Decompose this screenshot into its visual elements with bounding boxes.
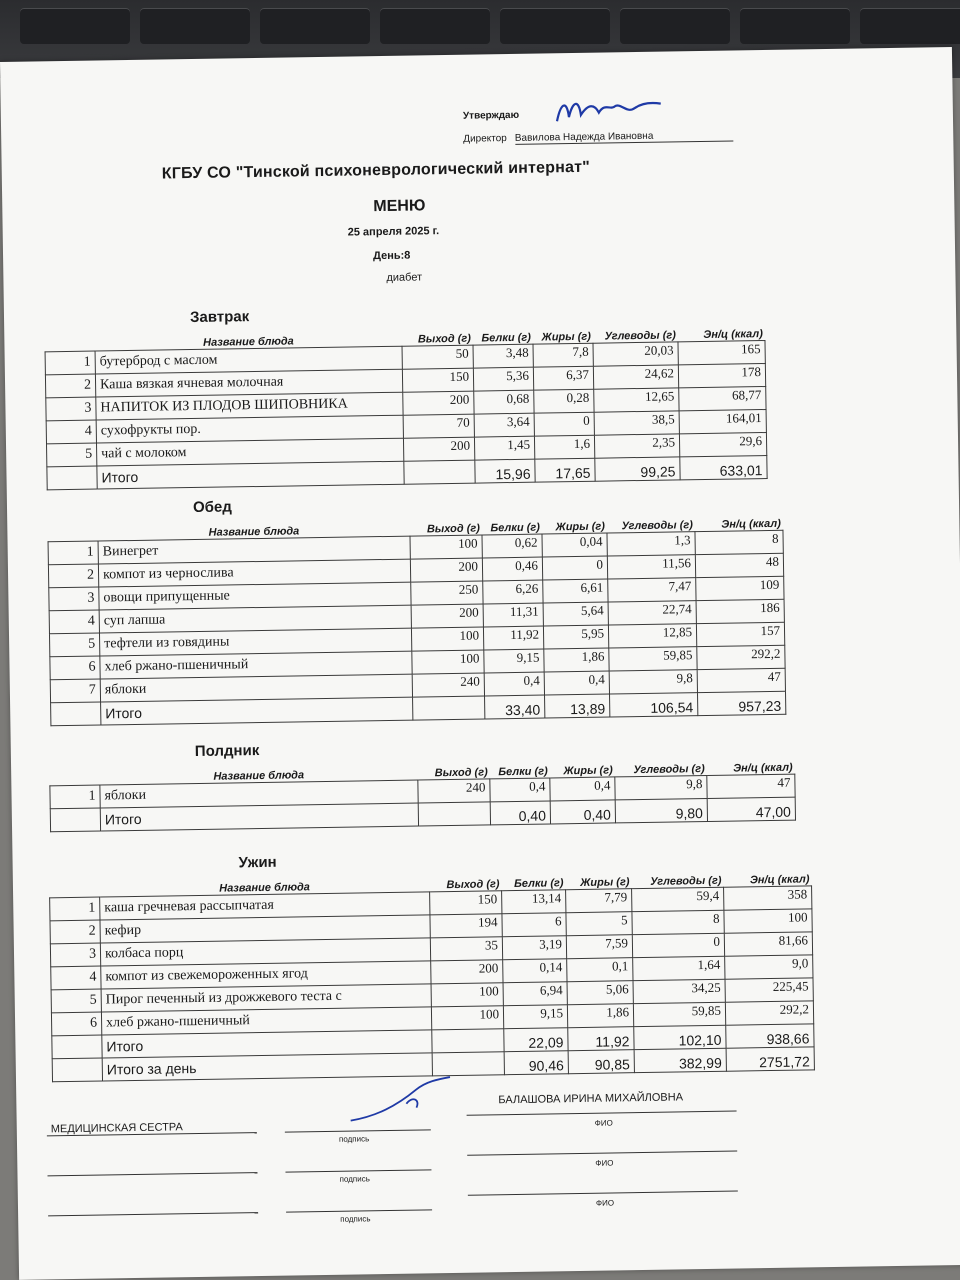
dish-name: компот из свежемороженных ягод <box>101 961 431 989</box>
day-total-energy: 2751,72 <box>726 1047 814 1071</box>
dish-name: чай с молоком <box>96 438 403 466</box>
section-title-lunch: Обед <box>192 498 232 517</box>
col-number <box>50 767 100 786</box>
dish-name: колбаса порц <box>100 938 430 966</box>
section-title-dinner: Ужин <box>238 853 277 872</box>
total-output <box>432 1029 504 1053</box>
total-carbs: 102,10 <box>634 1025 726 1049</box>
dish-proteins: 6,26 <box>483 580 543 604</box>
dish-carbs: 12,65 <box>594 388 679 412</box>
keyboard-key <box>620 8 730 44</box>
menu-day: День:8 <box>373 249 411 263</box>
row-number: 2 <box>48 564 98 588</box>
dish-energy: 8 <box>695 530 783 554</box>
dish-carbs: 1,64 <box>633 956 725 980</box>
diet-type: диабет <box>386 271 423 284</box>
col-dish-name: Название блюда <box>219 881 310 895</box>
dish-proteins: 5,36 <box>473 367 533 391</box>
dish-output: 200 <box>411 604 483 628</box>
day-total-output <box>432 1052 504 1076</box>
dish-fats: 6,37 <box>533 366 593 390</box>
dish-energy: 68,77 <box>679 387 766 411</box>
dish-name: овощи припущенные <box>99 582 411 610</box>
organization-name: КГБУ СО "Тинской психоневрологический интернат" <box>161 158 591 183</box>
dish-fats: 0,1 <box>567 958 633 982</box>
dish-output: 100 <box>411 627 483 651</box>
dish-output: 100 <box>431 1006 503 1030</box>
total-carbs: 9,80 <box>615 798 707 822</box>
col-output: Выход (г) <box>434 766 488 780</box>
dish-energy: 178 <box>678 364 765 388</box>
total-label: Итого <box>97 461 404 489</box>
signature-line <box>48 1212 258 1216</box>
fio-line <box>468 1191 738 1196</box>
day-total-carbs: 382,99 <box>634 1048 726 1072</box>
col-number <box>48 523 98 542</box>
dish-energy: 164,01 <box>679 410 766 434</box>
dish-fats: 0 <box>542 556 607 580</box>
row-number: 2 <box>45 374 95 398</box>
total-energy: 47,00 <box>707 797 795 821</box>
signature-caption: подпись <box>340 1214 371 1224</box>
dish-fats: 1,86 <box>567 1004 633 1028</box>
dish-proteins: 11,31 <box>483 603 543 627</box>
total-spacer <box>51 702 101 726</box>
breakfast-table <box>44 322 767 490</box>
dish-energy: 47 <box>697 668 785 692</box>
keyboard-key <box>860 8 960 44</box>
total-output <box>404 460 475 484</box>
total-label: Итого <box>100 803 418 831</box>
total-output <box>413 696 485 720</box>
dish-output: 35 <box>430 937 502 961</box>
signature-caption: подпись <box>339 1174 370 1184</box>
dish-proteins: 0,14 <box>503 959 567 983</box>
dish-proteins: 0,4 <box>490 778 550 802</box>
row-number: 1 <box>50 785 100 809</box>
col-carbs: Углеводы (г) <box>621 519 693 533</box>
col-fats: Жиры (г) <box>563 764 613 778</box>
total-spacer <box>50 808 100 832</box>
dish-name: каша гречневая рассыпчатая <box>100 892 430 920</box>
dish-name: хлеб ржано-пшеничный <box>101 1007 431 1035</box>
dish-fats: 0,4 <box>550 777 615 801</box>
nurse-signature <box>346 1075 457 1127</box>
col-dish-name: Название блюда <box>208 525 300 539</box>
signature-line <box>285 1169 431 1172</box>
col-output: Выход (г) <box>417 332 471 346</box>
dish-name: бутерброд с маслом <box>95 346 402 374</box>
row-number: 7 <box>50 679 100 703</box>
dish-output: 200 <box>403 391 474 415</box>
dish-carbs: 20,03 <box>593 342 678 366</box>
dish-output: 100 <box>412 650 484 674</box>
total-energy: 938,66 <box>726 1024 814 1048</box>
dish-name: яблоки <box>100 674 412 702</box>
dish-energy: 9,0 <box>725 955 813 979</box>
signature-line <box>47 1172 257 1176</box>
fio-caption: ФИО <box>594 1118 613 1128</box>
total-proteins: 33,40 <box>485 695 545 719</box>
approve-label: Утверждаю <box>462 109 520 122</box>
dish-fats: 0,04 <box>542 533 607 557</box>
day-total-fats: 90,85 <box>568 1050 634 1074</box>
signature-line <box>285 1129 431 1132</box>
dish-fats: 0,4 <box>544 671 609 695</box>
dish-carbs: 9,8 <box>615 775 707 799</box>
dish-energy: 292,2 <box>725 1001 813 1025</box>
total-label: Итого <box>102 1030 432 1058</box>
day-total-proteins: 90,46 <box>504 1051 568 1075</box>
col-proteins: Белки (г) <box>513 877 564 891</box>
col-fats: Жиры (г) <box>580 876 630 889</box>
dish-energy: 292,2 <box>697 645 785 669</box>
dish-energy: 225,45 <box>725 978 813 1002</box>
row-number: 3 <box>46 397 96 421</box>
dish-carbs: 0 <box>632 933 724 957</box>
total-fats: 11,92 <box>568 1027 634 1051</box>
fio-line <box>467 1151 737 1156</box>
fio-caption: ФИО <box>595 1198 615 1208</box>
col-number <box>49 879 99 898</box>
menu-document <box>0 47 960 1280</box>
dish-output: 240 <box>412 673 484 697</box>
row-number: 3 <box>50 943 100 967</box>
row-number: 5 <box>51 989 101 1013</box>
dish-carbs: 1,3 <box>607 532 695 556</box>
dish-name: тефтели из говядины <box>99 628 411 656</box>
keyboard-key <box>380 8 490 44</box>
section-title-snack: Полдник <box>194 742 260 761</box>
col-output: Выход (г) <box>446 878 500 892</box>
dish-carbs: 8 <box>632 910 724 934</box>
dish-output: 70 <box>403 414 474 438</box>
dish-carbs: 59,4 <box>632 887 724 911</box>
keyboard-key <box>140 8 250 44</box>
dish-carbs: 7,47 <box>608 578 696 602</box>
dish-carbs: 9,8 <box>609 670 697 694</box>
dish-output: 250 <box>411 581 483 605</box>
col-energy: Эн/ц (ккал) <box>749 873 810 887</box>
dish-name: НАПИТОК ИЗ ПЛОДОВ ШИПОВНИКА <box>96 392 403 420</box>
dish-fats: 0,28 <box>534 389 594 413</box>
total-spacer <box>47 466 97 490</box>
dish-fats: 7,79 <box>566 889 632 913</box>
dish-output: 200 <box>410 558 482 582</box>
row-number: 6 <box>50 656 100 680</box>
row-number: 4 <box>46 420 96 444</box>
dish-proteins: 6,94 <box>503 982 567 1006</box>
page-title: МЕНЮ <box>373 197 426 216</box>
total-spacer <box>52 1035 102 1059</box>
dish-output: 194 <box>430 914 502 938</box>
row-number: 3 <box>49 587 99 611</box>
row-number: 5 <box>49 633 99 657</box>
director-label: Директор <box>463 133 507 145</box>
dish-proteins: 3,48 <box>473 344 533 368</box>
total-proteins: 22,09 <box>504 1028 568 1052</box>
col-fats: Жиры (г) <box>555 520 605 534</box>
col-proteins: Белки (г) <box>481 331 531 345</box>
dish-proteins: 0,62 <box>482 534 542 558</box>
dish-fats: 5,64 <box>543 602 608 626</box>
dish-proteins: 0,4 <box>484 672 544 696</box>
dish-name: компот из чернослива <box>98 559 410 587</box>
dish-name: Пирог печенный из дрожжевого теста с <box>101 984 431 1012</box>
keyboard-key <box>260 8 370 44</box>
dish-fats: 5,95 <box>543 625 608 649</box>
dish-fats: 7,8 <box>533 343 593 367</box>
keyboard-key <box>20 8 130 44</box>
dish-energy: 186 <box>696 599 784 623</box>
row-number: 1 <box>45 351 95 375</box>
dish-energy: 48 <box>695 553 783 577</box>
total-energy: 957,23 <box>697 691 785 715</box>
row-number: 6 <box>51 1012 101 1036</box>
dish-proteins: 0,46 <box>482 557 542 581</box>
col-number <box>45 333 95 352</box>
row-number: 5 <box>47 443 97 467</box>
dish-proteins: 0,68 <box>474 390 534 414</box>
col-carbs: Углеводы (г) <box>633 763 705 777</box>
lunch-table <box>47 512 786 727</box>
dish-proteins: 3,64 <box>474 413 534 437</box>
dish-name: хлеб ржано-пшеничный <box>100 651 412 679</box>
dish-proteins: 6 <box>502 913 566 937</box>
day-total-label: Итого за день <box>102 1053 432 1081</box>
dish-energy: 100 <box>724 909 812 933</box>
row-number: 2 <box>50 920 100 944</box>
total-fats: 17,65 <box>535 458 595 482</box>
dish-fats: 0 <box>534 412 594 436</box>
dish-name: яблоки <box>100 780 418 808</box>
director-signature <box>549 92 670 134</box>
col-proteins: Белки (г) <box>490 521 540 535</box>
dish-output: 150 <box>402 368 473 392</box>
director-line <box>463 129 733 145</box>
dish-output: 100 <box>431 983 503 1007</box>
row-number: 4 <box>51 966 101 990</box>
dish-fats: 5,06 <box>567 981 633 1005</box>
total-proteins: 0,40 <box>490 801 550 825</box>
dish-carbs: 59,85 <box>609 647 697 671</box>
nurse-name: БАЛАШОВА ИРИНА МИХАЙЛОВНА <box>498 1091 684 1107</box>
dish-fats: 6,61 <box>543 579 608 603</box>
signature-line <box>286 1209 432 1212</box>
dish-carbs: 2,35 <box>594 434 679 458</box>
dish-energy: 81,66 <box>724 932 812 956</box>
dish-carbs: 59,85 <box>633 1002 725 1026</box>
dish-energy: 47 <box>707 774 795 798</box>
dish-proteins: 1,45 <box>474 436 534 460</box>
dish-output: 200 <box>431 960 503 984</box>
dish-fats: 1,6 <box>534 435 594 459</box>
dish-fats: 1,86 <box>544 648 609 672</box>
dish-name: сухофрукты пор. <box>96 415 403 443</box>
col-fats: Жиры (г) <box>541 330 591 344</box>
dish-carbs: 38,5 <box>594 411 679 435</box>
dish-carbs: 24,62 <box>593 365 678 389</box>
dish-energy: 165 <box>678 341 765 365</box>
dish-output: 200 <box>403 437 474 461</box>
col-energy: Эн/ц (ккал) <box>721 517 781 531</box>
dish-name: суп лапша <box>99 605 411 633</box>
col-dish-name: Название блюда <box>213 769 305 783</box>
dish-proteins: 11,92 <box>483 626 543 650</box>
dish-carbs: 22,74 <box>608 601 696 625</box>
dish-name: Винегрет <box>98 536 410 564</box>
dish-energy: 358 <box>724 886 812 910</box>
dish-carbs: 12,85 <box>608 624 696 648</box>
total-energy: 633,01 <box>680 456 767 480</box>
dish-output: 100 <box>410 535 482 559</box>
col-dish-name: Название блюда <box>203 335 294 349</box>
total-proteins: 15,96 <box>475 459 535 483</box>
dish-proteins: 9,15 <box>503 1005 567 1029</box>
col-carbs: Углеводы (г) <box>650 874 722 888</box>
total-fats: 13,89 <box>545 694 610 718</box>
nurse-label: МЕДИЦИНСКАЯ СЕСТРА <box>50 1121 183 1136</box>
dish-output: 150 <box>430 891 502 915</box>
row-number: 4 <box>49 610 99 634</box>
day-total-spacer <box>52 1058 102 1082</box>
signature-caption: подпись <box>338 1134 370 1144</box>
total-carbs: 99,25 <box>595 457 680 481</box>
snack-table <box>49 756 796 833</box>
total-label: Итого <box>101 697 413 725</box>
dish-energy: 109 <box>696 576 784 600</box>
dish-output: 240 <box>418 779 490 803</box>
section-title-breakfast: Завтрак <box>189 308 250 327</box>
dish-proteins: 13,14 <box>502 890 566 914</box>
col-carbs: Углеводы (г) <box>604 329 676 343</box>
dish-name: кефир <box>100 915 430 943</box>
total-fats: 0,40 <box>550 800 615 824</box>
dish-proteins: 9,15 <box>484 649 544 673</box>
dinner-table <box>49 867 815 1082</box>
row-number: 1 <box>50 897 100 921</box>
dish-output: 50 <box>402 345 473 369</box>
total-carbs: 106,54 <box>610 693 698 717</box>
total-output <box>418 802 490 826</box>
dish-carbs: 11,56 <box>607 555 695 579</box>
col-energy: Эн/ц (ккал) <box>703 328 763 341</box>
director-name: Вавилова Надежда Ивановна <box>515 129 733 144</box>
dish-energy: 29,6 <box>679 433 766 457</box>
dish-carbs: 34,25 <box>633 979 725 1003</box>
col-energy: Эн/ц (ккал) <box>733 761 793 775</box>
fio-line <box>467 1111 737 1116</box>
dish-energy: 157 <box>696 622 784 646</box>
keyboard-key <box>500 8 610 44</box>
col-proteins: Белки (г) <box>498 765 548 779</box>
col-output: Выход (г) <box>426 522 480 536</box>
keyboard-key <box>740 8 850 44</box>
dish-proteins: 3,19 <box>502 936 566 960</box>
fio-caption: ФИО <box>595 1158 614 1168</box>
menu-date: 25 апреля 2025 г. <box>347 225 440 239</box>
row-number: 1 <box>48 541 98 565</box>
dish-name: Каша вязкая ячневая молочная <box>95 369 402 397</box>
dish-fats: 7,59 <box>566 935 632 959</box>
dish-fats: 5 <box>566 912 632 936</box>
